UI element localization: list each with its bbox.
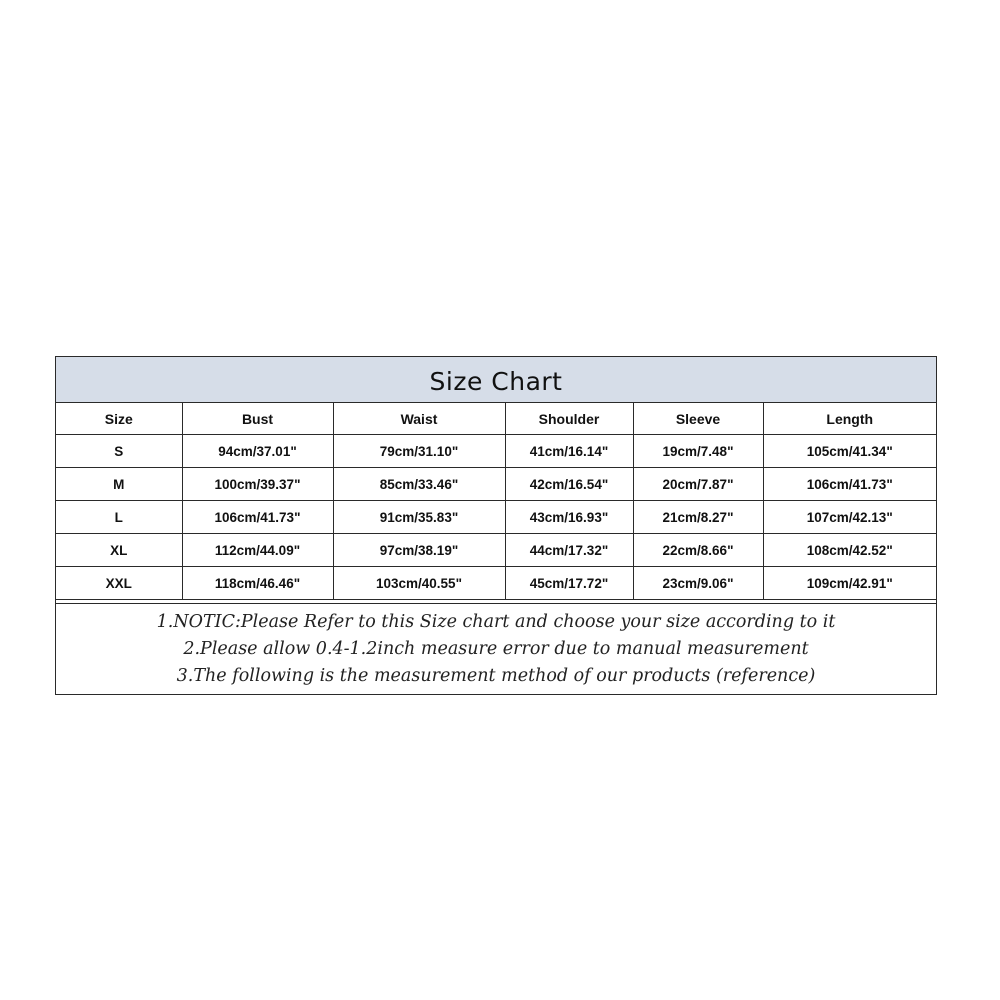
cell-bust: 112cm/44.09" <box>182 534 333 567</box>
table-row <box>56 534 936 567</box>
cell-waist: 103cm/40.55" <box>333 567 505 600</box>
cell-length: 107cm/42.13" <box>763 501 936 534</box>
cell-sleeve: 19cm/7.48" <box>633 435 763 468</box>
cell-shoulder: 42cm/16.54" <box>505 468 633 501</box>
notes-section <box>56 603 936 694</box>
cell-shoulder: 45cm/17.72" <box>505 567 633 600</box>
table-row <box>56 468 936 501</box>
cell-length: 109cm/42.91" <box>763 567 936 600</box>
cell-shoulder: 43cm/16.93" <box>505 501 633 534</box>
column-header-sleeve: Sleeve <box>633 403 763 435</box>
cell-length: 108cm/42.52" <box>763 534 936 567</box>
header-row <box>56 403 936 435</box>
cell-bust: 100cm/39.37" <box>182 468 333 501</box>
cell-size: S <box>56 435 182 468</box>
cell-sleeve: 21cm/8.27" <box>633 501 763 534</box>
table-row <box>56 501 936 534</box>
cell-size: XL <box>56 534 182 567</box>
cell-sleeve: 23cm/9.06" <box>633 567 763 600</box>
column-header-length: Length <box>763 403 936 435</box>
column-header-waist: Waist <box>333 403 505 435</box>
cell-size: L <box>56 501 182 534</box>
table-row <box>56 435 936 468</box>
cell-sleeve: 20cm/7.87" <box>633 468 763 501</box>
cell-size: XXL <box>56 567 182 600</box>
cell-waist: 91cm/35.83" <box>333 501 505 534</box>
cell-bust: 94cm/37.01" <box>182 435 333 468</box>
size-table <box>56 403 936 600</box>
column-header-size: Size <box>56 403 182 435</box>
column-header-shoulder: Shoulder <box>505 403 633 435</box>
cell-sleeve: 22cm/8.66" <box>633 534 763 567</box>
chart-title: Size Chart <box>429 367 563 396</box>
cell-waist: 97cm/38.19" <box>333 534 505 567</box>
note-line-1: 1.NOTIC:Please Refer to this Size chart and choose your size according to it <box>156 612 836 632</box>
cell-size: M <box>56 468 182 501</box>
cell-waist: 85cm/33.46" <box>333 468 505 501</box>
size-chart <box>55 356 937 695</box>
cell-length: 105cm/41.34" <box>763 435 936 468</box>
table-row <box>56 567 936 600</box>
cell-length: 106cm/41.73" <box>763 468 936 501</box>
note-line-2: 2.Please allow 0.4-1.2inch measure error due to manual measurement <box>183 639 809 659</box>
title-bar <box>56 357 936 403</box>
cell-bust: 106cm/41.73" <box>182 501 333 534</box>
cell-bust: 118cm/46.46" <box>182 567 333 600</box>
column-header-bust: Bust <box>182 403 333 435</box>
cell-shoulder: 44cm/17.32" <box>505 534 633 567</box>
note-line-3: 3.The following is the measurement method of our products (reference) <box>176 666 816 686</box>
cell-shoulder: 41cm/16.14" <box>505 435 633 468</box>
cell-waist: 79cm/31.10" <box>333 435 505 468</box>
